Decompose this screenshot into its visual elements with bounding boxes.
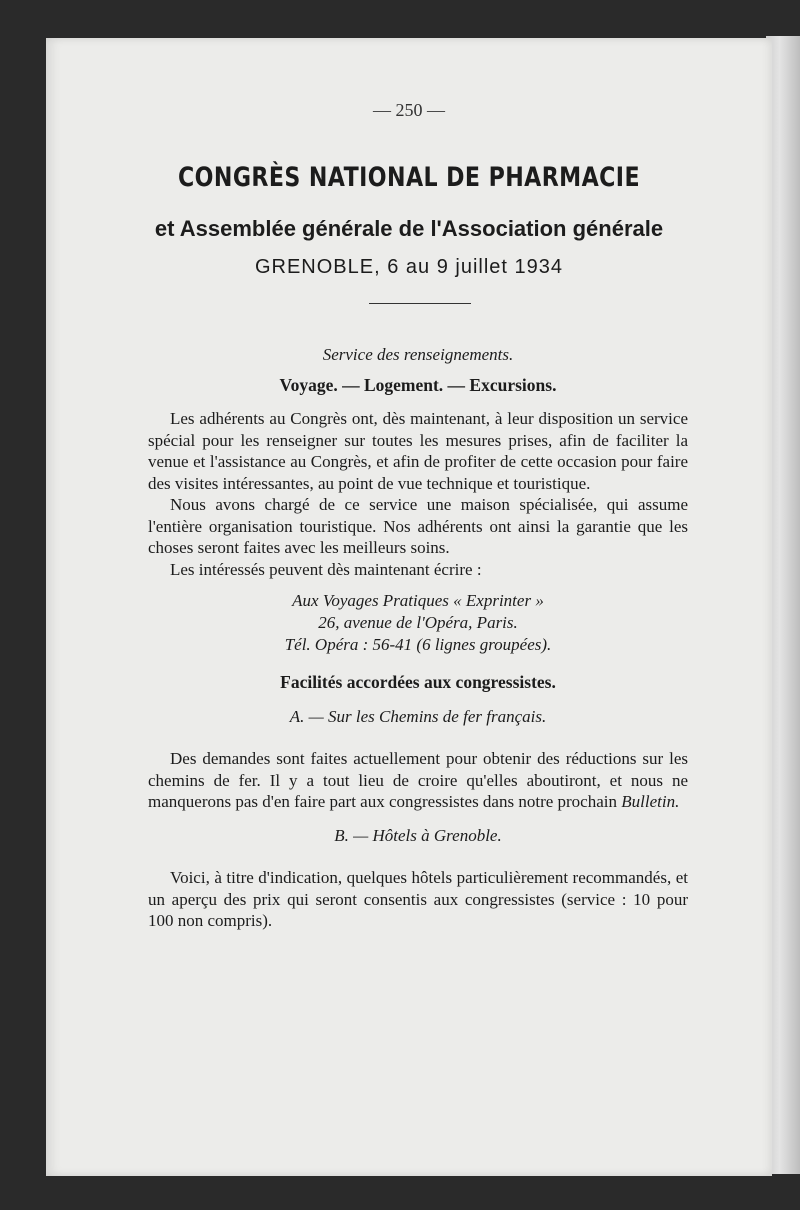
intro-paragraph-2: Nous avons chargé de ce service une maison spécialisée, qui assume l'entière organisation touristique. Nos adhérents ont ainsi la garantie que les choses seront faites avec les meilleurs soins. <box>148 495 688 557</box>
document-page <box>46 38 772 1176</box>
intro-paragraph-1: Les adhérents au Congrès ont, dès maintenant, à leur disposition un service spécial pour les renseigner sur toutes les mesures prises, afin de faciliter la venue et l'assistance au Congrès, et afin de profiter de cette occasion pour faire des visites intéressantes, au point de vue technique et touristique. <box>148 409 688 493</box>
address-line-3: Tél. Opéra : 56-41 (6 lignes groupées). <box>284 635 552 654</box>
event-dateline: GRENOBLE, 6 au 9 juillet 1934 <box>254 256 564 278</box>
section-b-paragraph: Voici, à titre d'indication, quelques hôtels particulièrement recommandés, et un aperçu des prix qui seront consentis aux congressistes (service : 10 pour 100 non compris). <box>148 868 688 930</box>
facilities-heading: Facilités accordées aux congressistes. <box>280 672 556 692</box>
address-line-1: Aux Voyages Pratiques « Exprinter » <box>292 591 544 610</box>
bulletin-reference: Bulletin. <box>621 792 680 811</box>
contact-address <box>148 590 688 656</box>
page-title: CONGRÈS NATIONAL DE PHARMACIE <box>177 162 640 193</box>
article-body <box>148 344 688 932</box>
page-number: — 250 — <box>373 100 445 120</box>
divider-rule <box>369 303 471 304</box>
page-subtitle: et Assemblée générale de l'Association générale <box>154 216 664 241</box>
section-b-label: B. — Hôtels à Grenoble. <box>334 825 502 845</box>
address-line-2: 26, avenue de l'Opéra, Paris. <box>318 613 518 632</box>
intro-paragraph-3: Les intéressés peuvent dès maintenant écrire : <box>170 559 482 579</box>
service-label: Service des renseignements. <box>322 345 514 364</box>
section-a-paragraph <box>148 748 688 813</box>
section-a-text: Des demandes sont faites actuellement pour obtenir des réductions sur les chemins de fer. Il y a tout lieu de croire qu'elles aboutiront, et nous ne manquerons pas d'en faire part aux congressistes dans notre prochain <box>148 749 688 811</box>
section-a-label: A. — Sur les Chemins de fer français. <box>289 706 547 726</box>
travel-heading: Voyage. — Logement. — Excursions. <box>279 374 557 395</box>
